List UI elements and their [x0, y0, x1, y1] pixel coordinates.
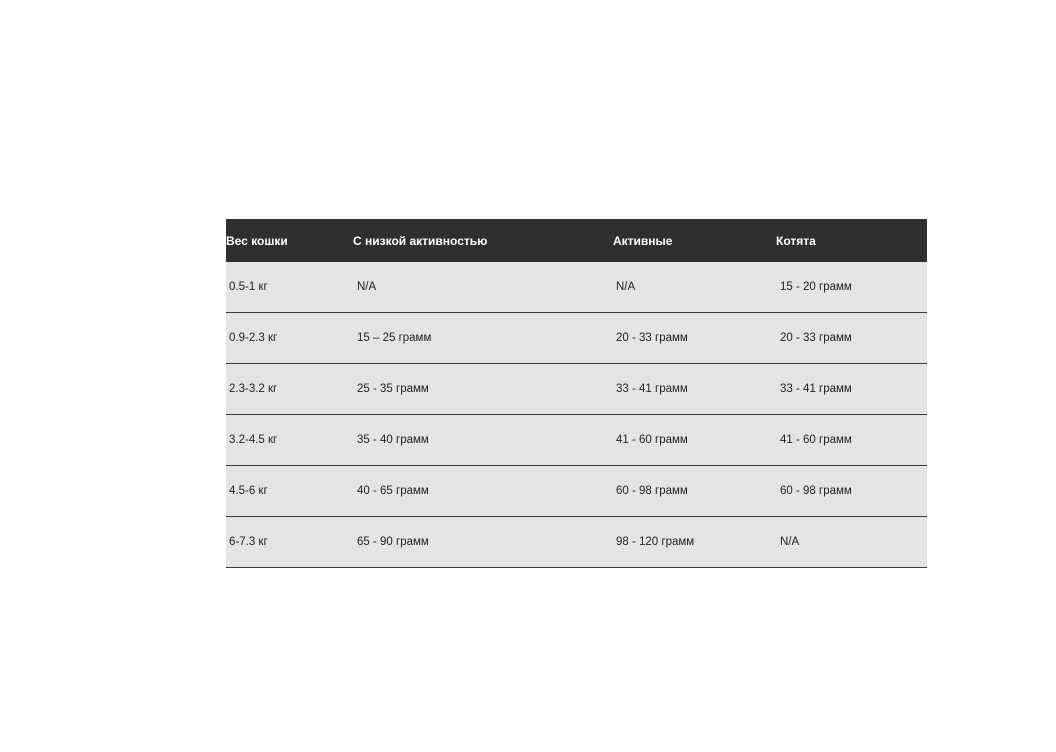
cell-active: 41 - 60 грамм	[616, 433, 688, 446]
header-kittens: Котята	[776, 233, 816, 248]
cell-low-activity: 25 - 35 грамм	[357, 382, 429, 395]
cell-low-activity: 15 – 25 грамм	[357, 331, 432, 344]
table-header	[226, 219, 927, 262]
cell-weight: 0.9-2.3 кг	[229, 331, 278, 344]
cell-weight: 6-7.3 кг	[229, 535, 268, 548]
cell-low-activity: 65 - 90 грамм	[357, 535, 429, 548]
cell-kittens: 20 - 33 грамм	[780, 331, 852, 344]
cell-kittens: N/A	[780, 535, 800, 548]
cell-low-activity: 40 - 65 грамм	[357, 484, 429, 497]
cell-weight: 3.2-4.5 кг	[229, 433, 278, 446]
table-row	[226, 516, 927, 567]
table-row	[226, 262, 927, 312]
cell-kittens: 33 - 41 грамм	[780, 382, 852, 395]
cell-kittens: 60 - 98 грамм	[780, 484, 852, 497]
header-cat-weight: Вес кошки	[226, 233, 288, 248]
header-row	[226, 219, 927, 262]
header-low-activity: С низкой активностью	[353, 233, 488, 248]
cell-weight: 0.5-1 кг	[229, 280, 268, 293]
table-row	[226, 312, 927, 363]
feeding-table	[226, 219, 927, 568]
table-row	[226, 363, 927, 414]
table-row	[226, 414, 927, 465]
cell-kittens: 41 - 60 грамм	[780, 433, 852, 446]
cell-low-activity: 35 - 40 грамм	[357, 433, 429, 446]
header-active: Активные	[613, 233, 673, 248]
cell-active: 98 - 120 грамм	[616, 535, 695, 548]
cell-active: N/A	[616, 280, 636, 293]
cell-low-activity: N/A	[357, 280, 377, 293]
table-body	[226, 262, 927, 567]
table-row	[226, 465, 927, 516]
cell-weight: 2.3-3.2 кг	[229, 382, 278, 395]
cell-active: 60 - 98 грамм	[616, 484, 688, 497]
cell-active: 20 - 33 грамм	[616, 331, 688, 344]
cell-weight: 4.5-6 кг	[229, 484, 268, 497]
cell-kittens: 15 - 20 грамм	[780, 280, 852, 293]
cell-active: 33 - 41 грамм	[616, 382, 688, 395]
